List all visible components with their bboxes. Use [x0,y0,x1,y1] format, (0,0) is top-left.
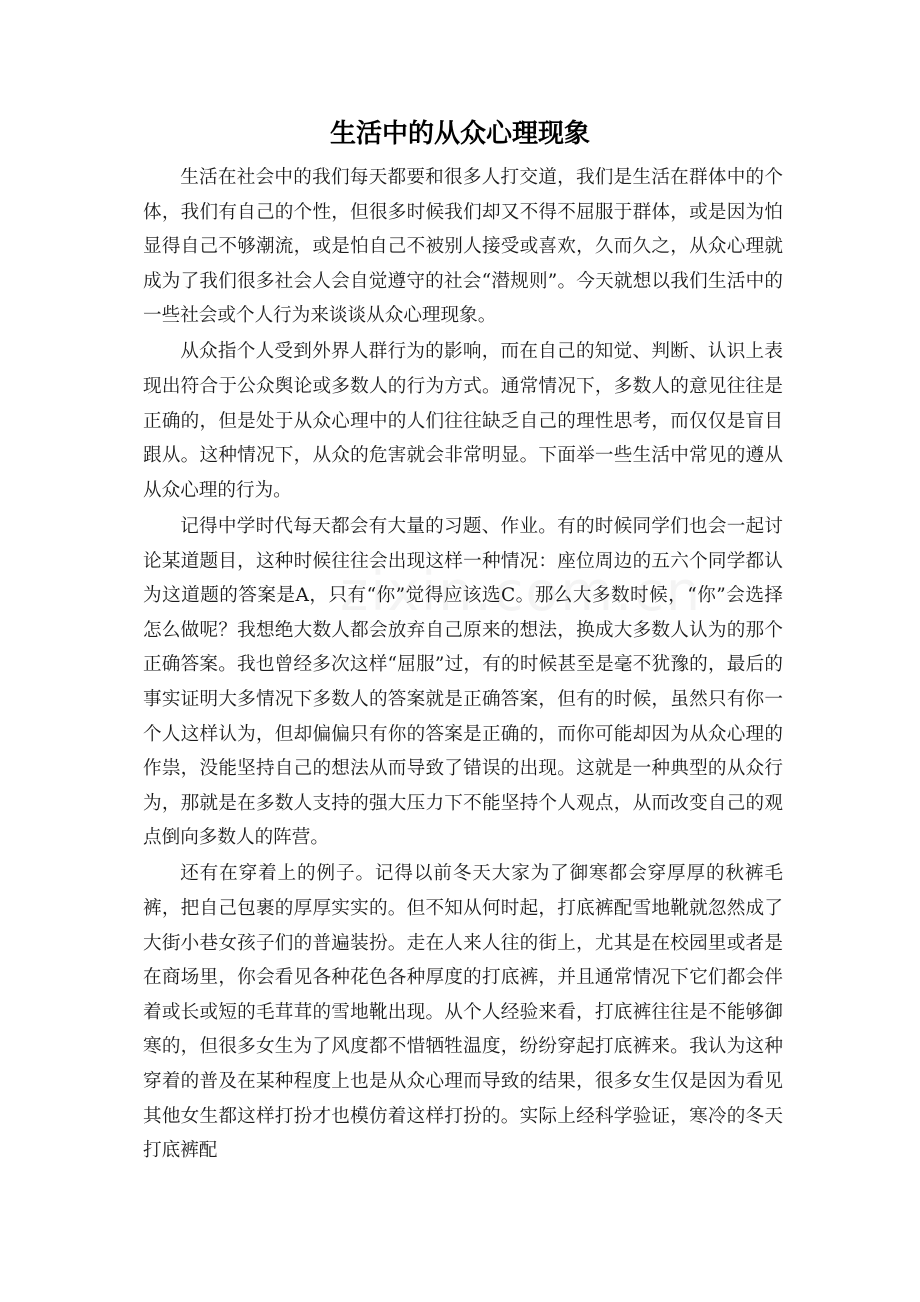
paragraph-2: 从众指个人受到外界人群行为的影响，而在自己的知觉、判断、认识上表现出符合于公众舆论或多数人的行为方式。通常情况下，多数人的意见往往是正确的，但是处于从众心理中的人们往往缺乏自己的理性思考，而仅仅是盲目跟从。这种情况下，从众的危害就会非常明显。下面举一些生活中常见的遵从从众心理的行为。 [143,341,783,501]
paragraph-3: 记得中学时代每天都会有大量的习题、作业。有的时候同学们也会一起讨论某道题目，这种时候往往会出现这样一种情况：座位周边的五六个同学都认为这道题的答案是A，只有“你”觉得应该选C。那么大多数时候，“你”会选择怎么做呢？我想绝大数人都会放弃自己原来的想法，换成大多数人认为的那个正确答案。我也曾经多次这样“屈服”过，有的时候甚至是毫不犹豫的，最后的事实证明大多情况下多数人的答案就是正确答案，但有的时候，虽然只有你一个人这样认为，但却偏偏只有你的答案是正确的，而你可能却因为从众心理的作祟，没能坚持自己的想法从而导致了错误的出现。这就是一种典型的从众行为，那就是在多数人支持的强大压力下不能坚持个人观点，从而改变自己的观点倒向多数人的阵营。 [143,515,783,849]
paragraph-1: 生活在社会中的我们每天都要和很多人打交道，我们是生活在群体中的个体，我们有自己的个性，但很多时候我们却又不得不屈服于群体，或是因为怕显得自己不够潮流，或是怕自己不被别人接受或喜欢，久而久之，从众心理就成为了我们很多社会人会自觉遵守的社会“潜规则”。今天就想以我们生活中的一些社会或个人行为来谈谈从众心理现象。 [143,167,783,327]
document-title: 生活中的从众心理现象 [329,119,590,149]
paragraph-4: 还有在穿着上的例子。记得以前冬天大家为了御寒都会穿厚厚的秋裤毛裤，把自己包裹的厚厚实实的。但不知从何时起，打底裤配雪地靴就忽然成了大街小巷女孩子们的普遍装扮。走在人来人往的街上，尤其是在校园里或者是在商场里，你会看见各种花色各种厚度的打底裤，并且通常情况下它们都会伴着或长或短的毛茸茸的雪地靴出现。从个人经验来看，打底裤往往是不能够御寒的，但很多女生为了风度都不惜牺牲温度，纷纷穿起打底裤来。我认为这种穿着的普及在某种程度上也是从众心理而导致的结果，很多女生仅是因为看见其他女生都这样打扮才也模仿着这样打扮的。实际上经科学验证，寒冷的冬天打底裤配 [143,863,783,1162]
document-body [143,161,783,1170]
